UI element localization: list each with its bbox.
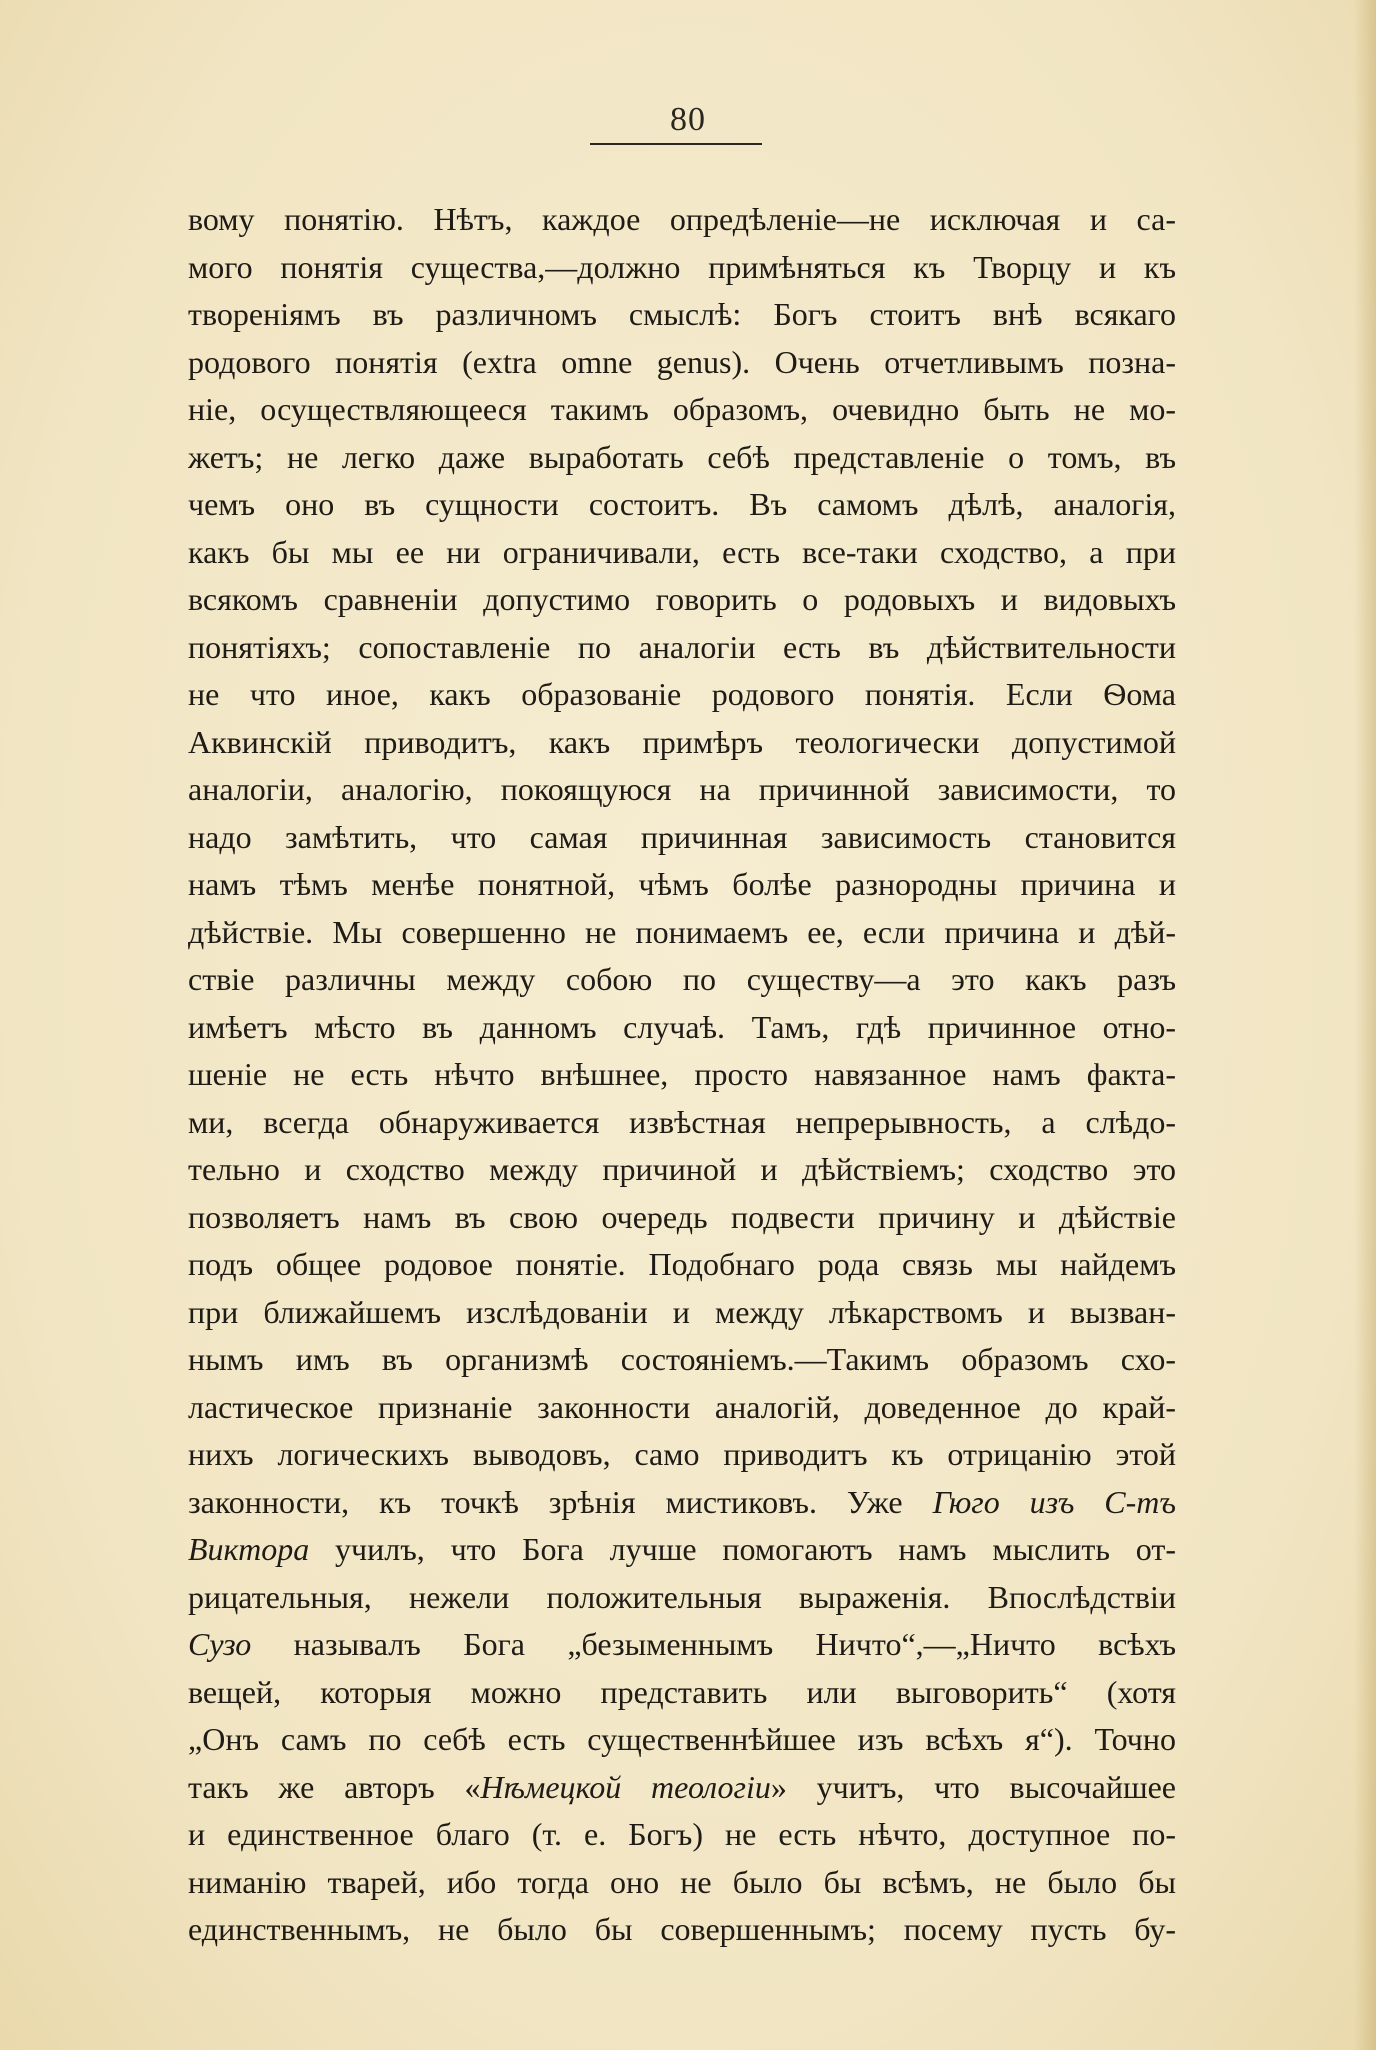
text-line <box>188 291 1176 339</box>
text-line <box>188 481 1176 529</box>
italic-text: Гюго изъ С-тъ <box>932 1483 1176 1520</box>
text-segment: чемъ оно въ сущности состоитъ. Въ самомъ дѣлѣ, аналогія, <box>188 486 1176 522</box>
text-segment: тельно и сходство между причиной и дѣйствіемъ; сходство это <box>188 1151 1176 1187</box>
text-segment: рицательныя, нежели положительныя выраженія. Впослѣдствіи <box>188 1578 1176 1615</box>
text-segment: называлъ Бога „безыменнымъ Ничто“,—„Ничто всѣхъ <box>251 1626 1176 1662</box>
text-line <box>188 529 1176 577</box>
text-line <box>188 1051 1176 1099</box>
text-line <box>188 1764 1176 1812</box>
text-line <box>188 1906 1176 1954</box>
text-line <box>188 624 1176 672</box>
text-line <box>188 1194 1176 1242</box>
text-line <box>188 1004 1176 1052</box>
text-segment: ластическое признаніе законности аналогій, доведенное до край- <box>188 1388 1176 1425</box>
text-line <box>188 671 1176 719</box>
text-segment: нымъ имъ въ организмѣ состояніемъ.—Такимъ образомъ схо- <box>188 1341 1176 1377</box>
text-segment: родового понятія (extra omne genus). Очень отчетливымъ позна- <box>188 343 1176 380</box>
text-line <box>188 576 1176 624</box>
page-number: 80 <box>670 101 706 138</box>
text-segment: жетъ; не легко даже выработать себѣ представленіе о томъ, въ <box>188 438 1176 475</box>
text-line <box>188 386 1176 434</box>
text-segment: имѣетъ мѣсто въ данномъ случаѣ. Тамъ, гдѣ причинное отно- <box>188 1008 1176 1045</box>
text-segment: всякомъ сравненіи допустимо говорить о родовыхъ и видовыхъ <box>188 581 1176 617</box>
text-line <box>188 434 1176 482</box>
text-segment: училъ, что Бога лучше помогаютъ намъ мыслить от- <box>309 1531 1176 1567</box>
text-segment: вещей, которыя можно представить или выговорить“ (хотя <box>188 1673 1176 1710</box>
text-segment: надо замѣтить, что самая причинная зависимость становится <box>188 818 1176 855</box>
page-edge-shadow <box>1354 0 1376 2050</box>
text-line <box>188 1574 1176 1622</box>
text-segment: и единственное благо (т. е. Богъ) не есть нѣчто, доступное по- <box>188 1816 1176 1852</box>
text-segment: „Онъ самъ по себѣ есть существеннѣйшее изъ всѣхъ я“). Точно <box>188 1721 1176 1757</box>
text-line <box>188 196 1176 244</box>
page-number-rule <box>590 143 762 145</box>
text-segment: понятіяхъ; сопоставленіе по аналогіи есть въ дѣйствительности <box>188 628 1176 665</box>
italic-text: Сузо <box>188 1626 252 1662</box>
text-line <box>188 1241 1176 1289</box>
text-segment: дѣйствіе. Мы совершенно не понимаемъ ее, если причина и дѣй- <box>188 913 1176 950</box>
text-line <box>188 1479 1176 1527</box>
body-text <box>188 196 1176 1954</box>
text-line <box>188 1811 1176 1859</box>
italic-text: Нѣмецкой теологіи <box>480 1768 771 1805</box>
text-segment: ниманію тварей, ибо тогда оно не было бы всѣмъ, не было бы <box>188 1863 1176 1900</box>
text-segment: подъ общее родовое понятіе. Подобнаго рода связь мы найдемъ <box>188 1246 1176 1282</box>
text-line <box>188 814 1176 862</box>
text-segment: нихъ логическихъ выводовъ, само приводитъ къ отрицанію этой <box>188 1436 1176 1472</box>
text-segment: какъ бы мы ее ни ограничивали, есть все-таки сходство, а при <box>188 533 1176 570</box>
text-segment: Аквинскій приводитъ, какъ примѣръ теологически допустимой <box>188 723 1176 760</box>
text-line <box>188 1859 1176 1907</box>
text-segment: не что иное, какъ образованіе родового понятія. Если Ѳома <box>188 676 1176 712</box>
text-line <box>188 1146 1176 1194</box>
text-segment: шеніе не есть нѣчто внѣшнее, просто навязанное намъ факта- <box>188 1056 1176 1092</box>
italic-text: Виктора <box>188 1531 310 1567</box>
text-line <box>188 244 1176 292</box>
text-line <box>188 339 1176 387</box>
text-line <box>188 1384 1176 1432</box>
text-line <box>188 1716 1176 1764</box>
text-line <box>188 909 1176 957</box>
text-line <box>188 766 1176 814</box>
text-segment: мого понятія существа,—должно примѣняться къ Творцу и къ <box>188 248 1176 285</box>
text-segment: аналогіи, аналогію, покоящуюся на причинной зависимости, то <box>188 771 1176 807</box>
text-segment: законности, къ точкѣ зрѣнія мистиковъ. Уже <box>188 1483 933 1520</box>
text-line <box>188 1621 1176 1669</box>
text-line <box>188 1289 1176 1337</box>
text-segment: » учитъ, что высочайшее <box>770 1768 1176 1805</box>
text-line <box>188 1669 1176 1717</box>
text-segment: при ближайшемъ изслѣдованіи и между лѣкарствомъ и вызван- <box>188 1293 1176 1330</box>
text-segment: ми, всегда обнаруживается извѣстная непрерывность, а слѣдо- <box>188 1103 1176 1140</box>
text-line <box>188 1431 1176 1479</box>
text-segment: ствіе различны между собою по существу—а это какъ разъ <box>188 961 1176 997</box>
text-segment: позволяетъ намъ въ свою очередь подвести причину и дѣйствіе <box>188 1198 1176 1235</box>
text-segment: единственнымъ, не было бы совершеннымъ; посему пусть бу- <box>188 1911 1176 1947</box>
text-segment: намъ тѣмъ менѣе понятной, чѣмъ болѣе разнородны причина и <box>188 866 1176 902</box>
text-line <box>188 861 1176 909</box>
text-line <box>188 956 1176 1004</box>
text-line <box>188 719 1176 767</box>
text-segment: твореніямъ въ различномъ смыслѣ: Богъ стоитъ внѣ всякаго <box>188 296 1176 332</box>
text-segment: такъ же авторъ « <box>188 1768 481 1805</box>
text-segment: вому понятію. Нѣтъ, каждое опредѣленіе—не исключая и са- <box>188 201 1176 237</box>
text-line <box>188 1099 1176 1147</box>
text-segment: ніе, осуществляющееся такимъ образомъ, очевидно быть не мо- <box>188 391 1176 427</box>
text-line <box>188 1336 1176 1384</box>
text-line <box>188 1526 1176 1574</box>
